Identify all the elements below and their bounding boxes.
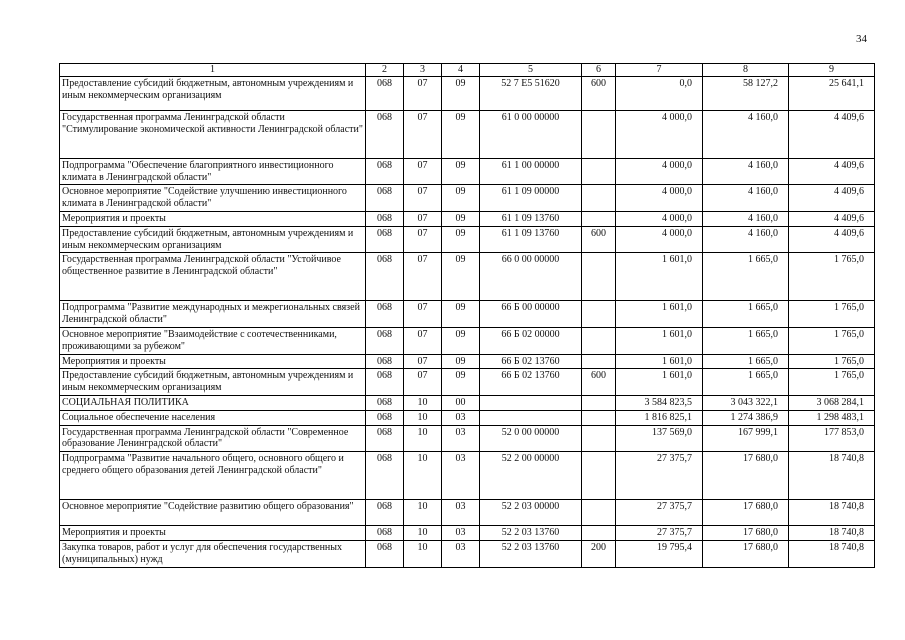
table-row xyxy=(60,526,875,541)
grbs-code-cell: 068 xyxy=(366,327,404,354)
target-article-cell: 52 2 03 13760 xyxy=(480,540,582,567)
row-name-cell: Подпрограмма "Развитие начального общего, основного общего и среднего общего образования детей Ленинградской области" xyxy=(60,452,366,500)
amount-year1-cell: 27 375,7 xyxy=(616,452,703,500)
target-article-cell: 52 2 03 13760 xyxy=(480,526,582,541)
section-code-cell: 10 xyxy=(404,526,442,541)
amount-year3-cell: 4 409,6 xyxy=(789,211,875,226)
expense-type-cell xyxy=(582,395,616,410)
grbs-code-cell: 068 xyxy=(366,540,404,567)
grbs-code-cell: 068 xyxy=(366,185,404,212)
expense-type-cell xyxy=(582,327,616,354)
amount-year3-cell: 4 409,6 xyxy=(789,185,875,212)
amount-year1-cell: 4 000,0 xyxy=(616,226,703,253)
amount-year2-cell: 1 665,0 xyxy=(703,301,789,328)
header-cell: 2 xyxy=(366,64,404,77)
table-row xyxy=(60,452,875,500)
target-article-cell: 61 1 09 13760 xyxy=(480,226,582,253)
section-code-cell: 07 xyxy=(404,158,442,185)
subsection-code-cell: 09 xyxy=(442,211,480,226)
amount-year1-cell: 4 000,0 xyxy=(616,110,703,158)
subsection-code-cell: 09 xyxy=(442,185,480,212)
target-article-cell: 61 1 00 00000 xyxy=(480,158,582,185)
header-cell: 7 xyxy=(616,64,703,77)
section-code-cell: 10 xyxy=(404,500,442,526)
target-article-cell: 66 Б 02 00000 xyxy=(480,327,582,354)
grbs-code-cell: 068 xyxy=(366,526,404,541)
amount-year3-cell: 1 765,0 xyxy=(789,369,875,396)
target-article-cell: 66 Б 02 13760 xyxy=(480,369,582,396)
target-article-cell: 52 2 00 00000 xyxy=(480,452,582,500)
header-cell: 4 xyxy=(442,64,480,77)
subsection-code-cell: 09 xyxy=(442,158,480,185)
row-name-cell: Основное мероприятие "Взаимодействие с соотечественниками, проживающими за рубежом" xyxy=(60,327,366,354)
table-row xyxy=(60,410,875,425)
grbs-code-cell: 068 xyxy=(366,110,404,158)
target-article-cell: 61 1 09 00000 xyxy=(480,185,582,212)
amount-year2-cell: 17 680,0 xyxy=(703,452,789,500)
amount-year2-cell: 58 127,2 xyxy=(703,76,789,110)
grbs-code-cell: 068 xyxy=(366,500,404,526)
subsection-code-cell: 09 xyxy=(442,369,480,396)
amount-year2-cell: 1 665,0 xyxy=(703,253,789,301)
amount-year3-cell: 177 853,0 xyxy=(789,425,875,452)
section-code-cell: 10 xyxy=(404,452,442,500)
amount-year1-cell: 0,0 xyxy=(616,76,703,110)
row-name-cell: Закупка товаров, работ и услуг для обеспечения государственных (муниципальных) нужд xyxy=(60,540,366,567)
section-code-cell: 07 xyxy=(404,327,442,354)
target-article-cell: 61 1 09 13760 xyxy=(480,211,582,226)
expense-type-cell xyxy=(582,110,616,158)
expense-type-cell: 600 xyxy=(582,226,616,253)
amount-year2-cell: 1 274 386,9 xyxy=(703,410,789,425)
header-cell: 1 xyxy=(60,64,366,77)
amount-year1-cell: 1 601,0 xyxy=(616,369,703,396)
target-article-cell xyxy=(480,410,582,425)
subsection-code-cell: 03 xyxy=(442,526,480,541)
amount-year3-cell: 18 740,8 xyxy=(789,526,875,541)
amount-year1-cell: 1 601,0 xyxy=(616,327,703,354)
table-row xyxy=(60,76,875,110)
subsection-code-cell: 03 xyxy=(442,452,480,500)
subsection-code-cell: 09 xyxy=(442,226,480,253)
grbs-code-cell: 068 xyxy=(366,425,404,452)
subsection-code-cell: 03 xyxy=(442,500,480,526)
grbs-code-cell: 068 xyxy=(366,395,404,410)
amount-year3-cell: 18 740,8 xyxy=(789,452,875,500)
row-name-cell: Мероприятия и проекты xyxy=(60,526,366,541)
section-code-cell: 07 xyxy=(404,185,442,212)
section-code-cell: 10 xyxy=(404,410,442,425)
row-name-cell: Предоставление субсидий бюджетным, автономным учреждениям и иным некоммерческим организациям xyxy=(60,76,366,110)
header-cell: 5 xyxy=(480,64,582,77)
section-code-cell: 10 xyxy=(404,425,442,452)
row-name-cell: Государственная программа Ленинградской области "Стимулирование экономической активности Ленинградской области" xyxy=(60,110,366,158)
expense-type-cell: 600 xyxy=(582,369,616,396)
amount-year1-cell: 1 601,0 xyxy=(616,354,703,369)
amount-year2-cell: 4 160,0 xyxy=(703,110,789,158)
row-name-cell: Государственная программа Ленинградской области "Устойчивое общественное развитие в Ленинградской области" xyxy=(60,253,366,301)
target-article-cell: 52 0 00 00000 xyxy=(480,425,582,452)
header-row xyxy=(60,64,875,77)
table-row xyxy=(60,500,875,526)
table-row xyxy=(60,226,875,253)
section-code-cell: 07 xyxy=(404,226,442,253)
expense-type-cell: 600 xyxy=(582,76,616,110)
expense-type-cell xyxy=(582,185,616,212)
amount-year3-cell: 1 298 483,1 xyxy=(789,410,875,425)
grbs-code-cell: 068 xyxy=(366,211,404,226)
subsection-code-cell: 09 xyxy=(442,327,480,354)
amount-year1-cell: 27 375,7 xyxy=(616,526,703,541)
amount-year1-cell: 27 375,7 xyxy=(616,500,703,526)
subsection-code-cell: 03 xyxy=(442,540,480,567)
table-row xyxy=(60,369,875,396)
grbs-code-cell: 068 xyxy=(366,76,404,110)
amount-year1-cell: 1 601,0 xyxy=(616,253,703,301)
target-article-cell: 66 0 00 00000 xyxy=(480,253,582,301)
row-name-cell: Мероприятия и проекты xyxy=(60,211,366,226)
row-name-cell: Предоставление субсидий бюджетным, автономным учреждениям и иным некоммерческим организациям xyxy=(60,226,366,253)
target-article-cell xyxy=(480,395,582,410)
amount-year1-cell: 4 000,0 xyxy=(616,211,703,226)
amount-year2-cell: 1 665,0 xyxy=(703,369,789,396)
section-code-cell: 07 xyxy=(404,253,442,301)
section-code-cell: 10 xyxy=(404,395,442,410)
amount-year1-cell: 19 795,4 xyxy=(616,540,703,567)
row-name-cell: Основное мероприятие "Содействие развитию общего образования" xyxy=(60,500,366,526)
subsection-code-cell: 03 xyxy=(442,410,480,425)
expense-type-cell xyxy=(582,211,616,226)
grbs-code-cell: 068 xyxy=(366,452,404,500)
amount-year2-cell: 17 680,0 xyxy=(703,526,789,541)
amount-year2-cell: 3 043 322,1 xyxy=(703,395,789,410)
section-code-cell: 07 xyxy=(404,354,442,369)
grbs-code-cell: 068 xyxy=(366,226,404,253)
grbs-code-cell: 068 xyxy=(366,369,404,396)
expense-type-cell xyxy=(582,253,616,301)
row-name-cell: Предоставление субсидий бюджетным, автономным учреждениям и иным некоммерческим организациям xyxy=(60,369,366,396)
table-row xyxy=(60,540,875,567)
amount-year3-cell: 4 409,6 xyxy=(789,226,875,253)
expense-type-cell xyxy=(582,526,616,541)
amount-year3-cell: 4 409,6 xyxy=(789,110,875,158)
row-name-cell: Подпрограмма "Обеспечение благоприятного инвестиционного климата в Ленинградской области" xyxy=(60,158,366,185)
header-cell: 3 xyxy=(404,64,442,77)
section-code-cell: 07 xyxy=(404,301,442,328)
amount-year3-cell: 4 409,6 xyxy=(789,158,875,185)
amount-year1-cell: 1 816 825,1 xyxy=(616,410,703,425)
subsection-code-cell: 00 xyxy=(442,395,480,410)
budget-table xyxy=(59,63,875,568)
expense-type-cell xyxy=(582,158,616,185)
table-row xyxy=(60,354,875,369)
row-name-cell: Социальное обеспечение населения xyxy=(60,410,366,425)
grbs-code-cell: 068 xyxy=(366,253,404,301)
grbs-code-cell: 068 xyxy=(366,410,404,425)
expense-type-cell xyxy=(582,500,616,526)
amount-year3-cell: 18 740,8 xyxy=(789,540,875,567)
row-name-cell: Мероприятия и проекты xyxy=(60,354,366,369)
subsection-code-cell: 09 xyxy=(442,301,480,328)
row-name-cell: Государственная программа Ленинградской области "Современное образование Ленинградской области" xyxy=(60,425,366,452)
row-name-cell: СОЦИАЛЬНАЯ ПОЛИТИКА xyxy=(60,395,366,410)
expense-type-cell xyxy=(582,452,616,500)
amount-year1-cell: 4 000,0 xyxy=(616,158,703,185)
amount-year3-cell: 3 068 284,1 xyxy=(789,395,875,410)
amount-year1-cell: 4 000,0 xyxy=(616,185,703,212)
table-row xyxy=(60,253,875,301)
amount-year1-cell: 3 584 823,5 xyxy=(616,395,703,410)
amount-year2-cell: 4 160,0 xyxy=(703,185,789,212)
target-article-cell: 66 Б 02 13760 xyxy=(480,354,582,369)
amount-year3-cell: 18 740,8 xyxy=(789,500,875,526)
amount-year2-cell: 167 999,1 xyxy=(703,425,789,452)
header-cell: 9 xyxy=(789,64,875,77)
table-row xyxy=(60,185,875,212)
amount-year3-cell: 1 765,0 xyxy=(789,301,875,328)
target-article-cell: 66 Б 00 00000 xyxy=(480,301,582,328)
section-code-cell: 07 xyxy=(404,369,442,396)
subsection-code-cell: 09 xyxy=(442,110,480,158)
table-row xyxy=(60,110,875,158)
subsection-code-cell: 09 xyxy=(442,253,480,301)
table-row xyxy=(60,158,875,185)
page-number: 34 xyxy=(856,33,867,45)
header-cell: 8 xyxy=(703,64,789,77)
subsection-code-cell: 03 xyxy=(442,425,480,452)
amount-year2-cell: 1 665,0 xyxy=(703,327,789,354)
amount-year2-cell: 17 680,0 xyxy=(703,500,789,526)
amount-year1-cell: 137 569,0 xyxy=(616,425,703,452)
amount-year2-cell: 4 160,0 xyxy=(703,158,789,185)
grbs-code-cell: 068 xyxy=(366,301,404,328)
expense-type-cell xyxy=(582,354,616,369)
amount-year2-cell: 1 665,0 xyxy=(703,354,789,369)
section-code-cell: 10 xyxy=(404,540,442,567)
target-article-cell: 52 7 E5 51620 xyxy=(480,76,582,110)
expense-type-cell xyxy=(582,410,616,425)
table-row xyxy=(60,425,875,452)
row-name-cell: Основное мероприятие "Содействие улучшению инвестиционного климата в Ленинградской области" xyxy=(60,185,366,212)
amount-year2-cell: 4 160,0 xyxy=(703,226,789,253)
table-row xyxy=(60,211,875,226)
amount-year3-cell: 1 765,0 xyxy=(789,354,875,369)
amount-year3-cell: 1 765,0 xyxy=(789,327,875,354)
amount-year3-cell: 25 641,1 xyxy=(789,76,875,110)
amount-year1-cell: 1 601,0 xyxy=(616,301,703,328)
subsection-code-cell: 09 xyxy=(442,76,480,110)
header-cell: 6 xyxy=(582,64,616,77)
table-row xyxy=(60,327,875,354)
grbs-code-cell: 068 xyxy=(366,158,404,185)
section-code-cell: 07 xyxy=(404,76,442,110)
section-code-cell: 07 xyxy=(404,110,442,158)
grbs-code-cell: 068 xyxy=(366,354,404,369)
amount-year3-cell: 1 765,0 xyxy=(789,253,875,301)
table-row xyxy=(60,301,875,328)
expense-type-cell: 200 xyxy=(582,540,616,567)
table-row xyxy=(60,395,875,410)
subsection-code-cell: 09 xyxy=(442,354,480,369)
amount-year2-cell: 17 680,0 xyxy=(703,540,789,567)
target-article-cell: 52 2 03 00000 xyxy=(480,500,582,526)
expense-type-cell xyxy=(582,301,616,328)
expense-type-cell xyxy=(582,425,616,452)
amount-year2-cell: 4 160,0 xyxy=(703,211,789,226)
target-article-cell: 61 0 00 00000 xyxy=(480,110,582,158)
section-code-cell: 07 xyxy=(404,211,442,226)
row-name-cell: Подпрограмма "Развитие международных и межрегиональных связей Ленинградской области" xyxy=(60,301,366,328)
